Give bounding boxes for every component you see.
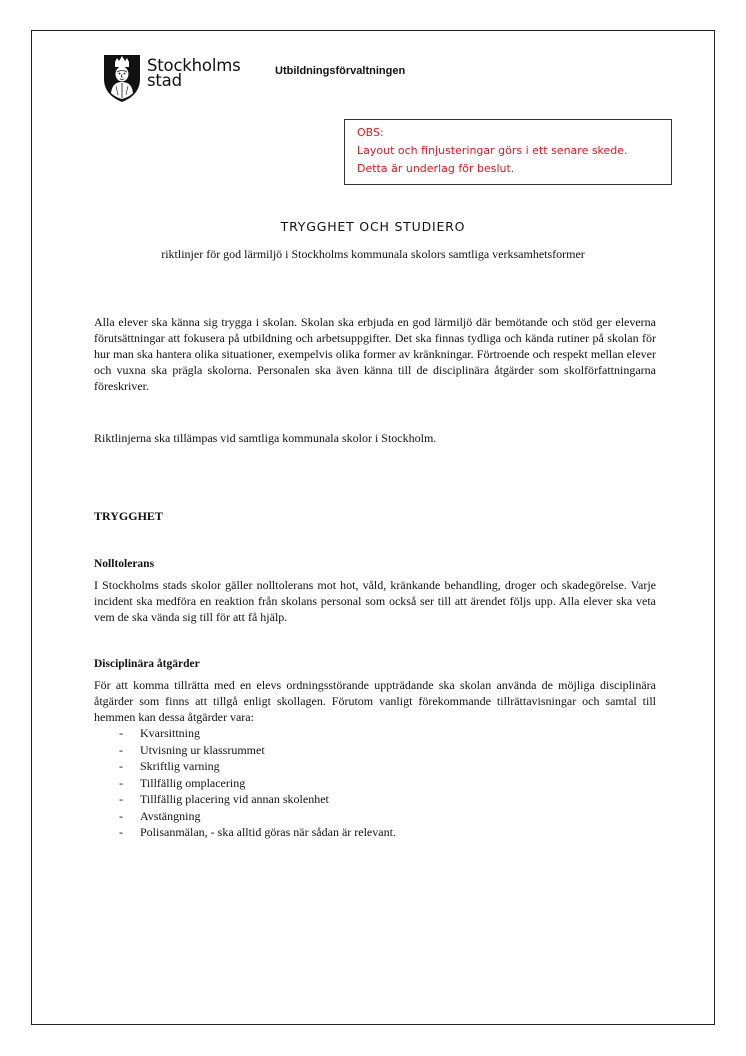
nolltolerans-paragraph: I Stockholms stads skolor gäller nolltolerans mot hot, våld, kränkande behandling, droger och skadegörelse. Varje incident ska medföra en reaktion från skolans personal som också ser till att ärendet följs upp. Alla elever ska veta vem de ska vända sig till för att få hjälp. bbox=[94, 578, 656, 624]
bullet-dash: - bbox=[119, 825, 123, 839]
subheading-disciplinara-atgarder: Disciplinära åtgärder bbox=[94, 658, 200, 670]
list-item bbox=[119, 742, 656, 759]
measures-list bbox=[94, 725, 656, 841]
bullet-dash: - bbox=[119, 726, 123, 740]
document-title: TRYGGHET OCH STUDIERO bbox=[280, 219, 466, 234]
logo-text-line2: stad bbox=[147, 71, 182, 90]
document-subtitle: riktlinjer för god lärmiljö i Stockholms kommunala skolors samtliga verksamhetsformer bbox=[161, 247, 585, 261]
bullet-dash: - bbox=[119, 792, 123, 806]
list-item-text: Skriftlig varning bbox=[140, 759, 220, 773]
list-item bbox=[119, 824, 656, 841]
list-item bbox=[119, 775, 656, 792]
list-item-text: Polisanmälan, - ska alltid göras när sådan är relevant. bbox=[140, 825, 396, 839]
list-item bbox=[119, 758, 656, 775]
notice-line-2: Layout och finjusteringar görs i ett senare skede. bbox=[357, 144, 628, 157]
subheading-nolltolerans: Nolltolerans bbox=[94, 558, 155, 570]
logo-text-line1: Stockholms bbox=[147, 56, 241, 75]
stockholm-crest-logo bbox=[102, 53, 142, 103]
intro-paragraph: Alla elever ska känna sig trygga i skolan. Skolan ska erbjuda en god lärmiljö där bemötande och stöd ger eleverna förutsättningar att fokusera på utbildning och arbetsuppgifter. Det ska finnas tydliga och kända rutiner på skolan för hur man ska hantera olika situationer, exempelvis olika former av kränkningar. Förtroende och respekt mellan elever och vuxna ska prägla skolorna. Personalen ska även känna till de disciplinära åtgärder som skolförfattningarna föreskriver. bbox=[94, 315, 656, 393]
bullet-dash: - bbox=[119, 742, 123, 757]
bullet-dash: - bbox=[119, 759, 123, 773]
list-item-text: Tillfällig placering vid annan skolenhet bbox=[140, 792, 329, 806]
notice-line-1: OBS: bbox=[357, 126, 384, 139]
scope-paragraph: Riktlinjerna ska tillämpas vid samtliga kommunala skolor i Stockholm. bbox=[94, 431, 437, 445]
logo-wordmark bbox=[147, 58, 240, 88]
list-item bbox=[119, 791, 656, 808]
list-item-text: Utvisning ur klassrummet bbox=[140, 742, 265, 757]
list-item-text: Kvarsittning bbox=[140, 726, 200, 740]
document-body bbox=[94, 314, 656, 841]
section-heading-trygghet: TRYGGHET bbox=[94, 509, 163, 523]
notice-box bbox=[344, 119, 672, 185]
list-item bbox=[119, 808, 656, 825]
list-item-text: Avstängning bbox=[140, 808, 201, 823]
bullet-dash: - bbox=[119, 808, 123, 823]
notice-line-3: Detta är underlag för beslut. bbox=[357, 162, 515, 175]
bullet-dash: - bbox=[119, 775, 123, 790]
list-item-text: Tillfällig omplacering bbox=[140, 775, 246, 790]
list-item bbox=[119, 725, 656, 742]
department-name: Utbildningsförvaltningen bbox=[275, 65, 406, 77]
disciplinara-paragraph: För att komma tillrätta med en elevs ordningsstörande uppträdande ska skolan använda de möjliga disciplinära åtgärder som finns att tillgå enligt skollagen. Förutom vanligt förekommande tillrättavisningar och samtal till hemmen kan dessa åtgärder vara: bbox=[94, 678, 656, 724]
